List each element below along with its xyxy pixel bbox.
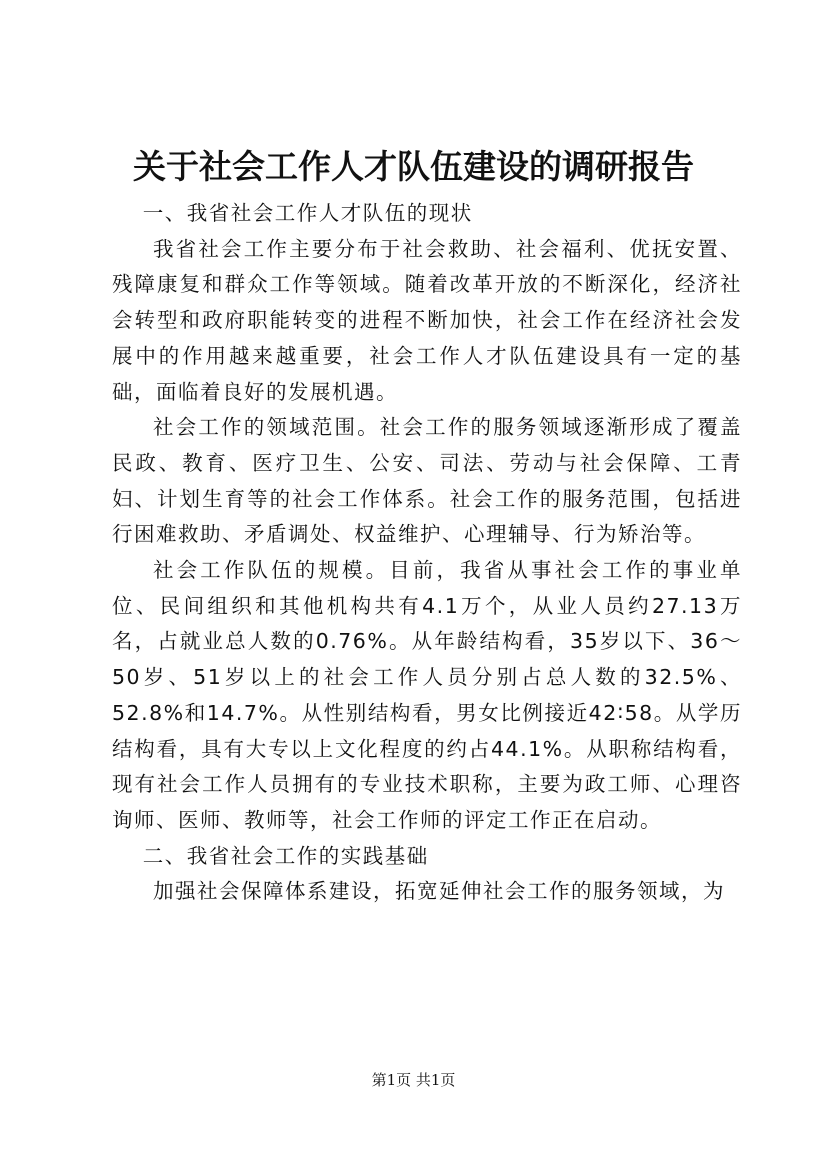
section-heading: 二、我省社会工作的实践基础 (142, 843, 429, 868)
document-title: 关于社会工作人才队伍建设的调研报告 (133, 147, 694, 186)
paragraph: 我省社会工作主要分布于社会救助、社会福利、优抚安置、残障康复和群众工作等领域。随着改革开放的不断深化，经济社会转型和政府职能转变的进程不断加快，社会工作在经济社会发展中的作用越来越重要，社会工作人才队伍建设具有一定的基础，面临着良好的发展机遇。 (112, 236, 742, 404)
page-footer: 第1页 共1页 (371, 1071, 456, 1089)
section-heading: 一、我省社会工作人才队伍的现状 (142, 201, 473, 225)
paragraph: 社会工作队伍的规模。目前，我省从事社会工作的事业单位、民间组织和其他机构共有4.1万个，从业人员约27.13万名，占就业总人数的0.76%。从年龄结构看，35岁以下、36～50岁、51岁以上的社会工作人员分别占总人数的32.5%、52.8%和14.7%。从性别结构看，男女比例接近42∶58。从学历结构看，具有大专以上文化程度的约占44.1%。从职称结构看，现有社会工作人员拥有的专业技术职称，主要为政工师、心理咨询师、医师、教师等，社会工作师的评定工作正在启动。 (112, 558, 742, 832)
document-body (112, 196, 742, 910)
paragraph: 加强社会保障体系建设，拓宽延伸社会工作的服务领域，为 (153, 879, 725, 904)
paragraph: 社会工作的领域范围。社会工作的服务领域逐渐形成了覆盖民政、教育、医疗卫生、公安、司法、劳动与社会保障、工青妇、计划生育等的社会工作体系。社会工作的服务范围，包括进行困难救助、矛盾调处、权益维护、心理辅导、行为矫治等。 (112, 415, 742, 547)
